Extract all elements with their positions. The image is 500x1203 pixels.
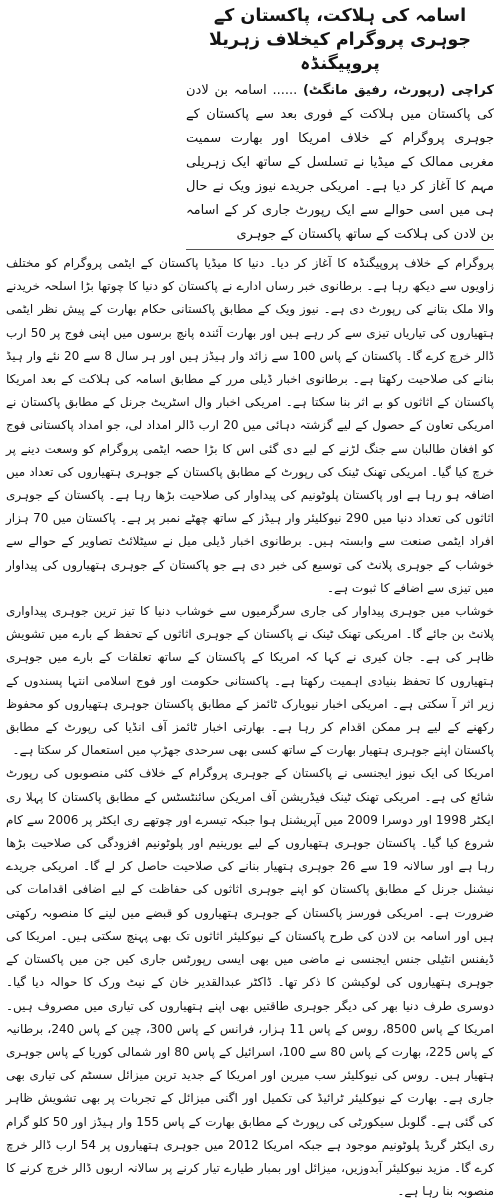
article-lead-text: اسامہ بن لادن کی پاکستان میں ہلاکت کے فوری بعد سے پاکستان کے جوہری پروگرام کے خلاف امریکا اور بھارت سمیت مغربی ممالک کے میڈیا نے تسلسل کے ساتھ ایک زہریلی مہم کا آغاز کر دیا ہے۔ امریکی جریدے نیوز ویک نے حال ہی میں اسی حوالے سے ایک رپورٹ جاری کر کے اسامہ بن لادن کی ہلاکت کے ساتھ پاکستان کے جوہری xyxy=(186,83,494,242)
article-top-block xyxy=(186,4,494,247)
article-headline: اسامہ کی ہلاکت، پاکستان کے جوہری پروگرام کیخلاف زہریلا پروپیگنڈہ xyxy=(209,6,471,74)
article-body xyxy=(6,252,494,1203)
article-paragraph: پروگرام کے خلاف پروپیگنڈہ کا آغاز کر دیا۔ دنیا کا میڈیا پاکستان کے ایٹمی پروگرام کو مختلف زاویوں سے دیکھ رہا ہے۔ برطانوی خبر رساں ادارے نے پاکستان کو دنیا کا چوتھا بڑا اسلحہ خریدنے والا ملک بتانے کی رپورٹ دی ہے۔ نیوز ویک کے مطابق پاکستانی حکام بھارت کے پیش نظر ایٹمی ہتھیاروں کی تیاریاں تیزی سے کر رہے ہیں اور بھارت آئندہ پانچ برسوں میں اپنی فوج پر 50 ارب ڈالر خرچ کرے گا۔ پاکستان کے پاس 100 سے زائد وار ہیڈز ہیں اور ہر سال 8 سے 20 نئے وار ہیڈ بنانے کی صلاحیت رکھتا ہے۔ برطانوی اخبار ڈیلی مرر کے مطابق اسامہ کی ہلاکت کے بعد امریکا پاکستان کے اثاثوں کو بے اثر بنا سکتا ہے۔ امریکی اخبار وال اسٹریٹ جرنل کے مطابق پاکستان نے امریکی تعاون کے حصول کے لیے گزشتہ دہائی میں 20 ارب ڈالر امداد لی، جو امداد پاکستانی فوج کو افغان طالبان سے جنگ لڑنے کے لیے دی گئی اس کا بڑا حصہ ایٹمی پروگرام کو وسعت دینے پر خرچ کیا گیا۔ امریکی تھنک ٹینک کی رپورٹ کے مطابق پاکستان کے جوہری ہتھیاروں کی تعداد میں اضافہ ہو رہا ہے اور پاکستان پلوٹونیم کی پیداوار کی صلاحیت بڑھا رہا ہے۔ پاکستان کے جوہری اثاثوں کی تعداد دنیا میں 290 نیوکلیئر وار ہیڈز کے ساتھ چھٹے نمبر پر ہے۔ پاکستان میں 70 ہزار افراد ایٹمی صنعت سے وابستہ ہیں۔ برطانوی اخبار ڈیلی میل نے سیٹلائٹ تصاویر کے حوالے سے خوشاب کے جوہری پلانٹ کی توسیع کی خبر دی ہے جو پاکستان کے جوہری ہتھیاروں کی پیداوار میں تیزی سے اضافے کا ثبوت ہے۔ xyxy=(6,256,494,595)
column-divider-rule xyxy=(186,249,494,250)
article-paragraph: خوشاب میں جوہری پیداوار کی جاری سرگرمیوں سے خوشاب دنیا کا تیز ترین جوہری پیداواری پلانٹ بن جائے گا۔ امریکی تھنک ٹینک نے پاکستان کے جوہری اثاثوں کے تحفظ کے بارے میں تشویش ظاہر کی ہے۔ جان کیری نے کہا کہ امریکا کے پاکستان کے ساتھ تعلقات کے بارے میں جوہری ہتھیاروں کا تحفظ بنیادی اہمیت رکھتا ہے۔ پاکستانی حکومت اور فوج اسلامی انتہا پسندوں کے زیر اثر آ سکتی ہے۔ امریکی اخبار نیویارک ٹائمز کے مطابق پاکستان جوہری ہتھیاروں کو محفوظ رکھنے کے لیے ہر ممکن اقدام کر رہا ہے۔ بھارتی اخبار ٹائمز آف انڈیا کی رپورٹ کے مطابق پاکستان اپنے جوہری ہتھیار بھارت کے ساتھ کسی بھی سرحدی جھڑپ میں استعمال کر سکتا ہے۔ xyxy=(6,604,494,758)
article-paragraph: امریکا کی ایک نیوز ایجنسی نے پاکستان کے جوہری پروگرام کے خلاف کئی منصوبوں کی رپورٹ شائع کی ہے۔ امریکی تھنک ٹینک فیڈریشن آف امریکن سائنٹسٹس کے مطابق پاکستان کا پہلا ری ایکٹر 1998 اور دوسرا 2009 میں آپریشنل ہوا جبکہ تیسرے اور چوتھے ری ایکٹر پر 2006 سے کام شروع کیا گیا۔ پاکستان جوہری ہتھیاروں کے لیے یورینیم اور پلوٹونیم افزودگی کی صلاحیت بڑھا رہا ہے اور سالانہ 19 سے 26 جوہری ہتھیار بنانے کی صلاحیت حاصل کر لے گا۔ امریکی جریدے نیشنل جرنل کے مطابق پاکستان کو اپنے جوہری اثاثوں کی حفاظت کے لیے اضافی اقدامات کی ضرورت ہے۔ امریکی فورسز پاکستان کے جوہری ہتھیاروں کو قبضے میں لینے کا منصوبہ رکھتی ہیں اور اسامہ بن لادن کی طرح پاکستان کے نیوکلیئر اثاثوں تک بھی پہنچ سکتی ہیں۔ امریکا کی ڈیفنس انٹیلی جنس ایجنسی نے ماضی میں بھی ایسی رپورٹس جاری کیں جن میں پاکستان کے جوہری ہتھیاروں کی لوکیشن کا ذکر تھا۔ ڈاکٹر عبدالقدیر خان کے نیٹ ورک کا حوالہ دیا گیا۔ دوسری طرف دنیا بھر کی دیگر جوہری طاقتیں بھی اپنے ہتھیاروں کی تیاری میں مصروف ہیں۔ امریکا کے پاس 8500، روس کے پاس 11 ہزار، فرانس کے پاس 300، چین کے پاس 240، برطانیہ کے پاس 225، بھارت کے پاس 80 سے 100، اسرائیل کے پاس 80 اور شمالی کوریا کے پاس جوہری ہتھیار ہیں۔ روس کی نیوکلیئر سب میرین اور امریکا کے جدید ترین میزائل سسٹم کی تیاری بھی جاری ہے۔ بھارت کے نیوکلیئر ٹرائیڈ کی تکمیل اور اگنی میزائل کے تجربات پر بھی تشویش ظاہر کی گئی ہے۔ گلوبل سیکورٹی کی رپورٹ کے مطابق بھارت کے پاس 155 وار ہیڈز اور 50 کلو گرام ری ایکٹر گریڈ پلوٹونیم موجود ہے جبکہ امریکا 2012 میں جوہری ہتھیاروں پر 54 ارب ڈالر خرچ کرے گا۔ مزید نیوکلیئر آبدوزیں، میزائل اور بمبار طیارے تیار کرنے پر سالانہ اربوں ڈالر خرچ کرنے کا منصوبہ بنا رہا ہے۔ xyxy=(6,766,495,1199)
article-dateline: کراچی (رپورٹ، رفیق مانگٹ) xyxy=(302,83,494,98)
article-lead: کراچی (رپورٹ، رفیق مانگٹ) ...... اسامہ بن لادن کی پاکستان میں ہلاکت کے فوری بعد سے پاکستان کے جوہری پروگرام کے خلاف امریکا اور بھارت سمیت مغربی ممالک کے میڈیا نے تسلسل کے ساتھ ایک زہریلی مہم کا آغاز کر دیا ہے۔ امریکی جریدے نیوز ویک نے حال ہی میں اسی حوالے سے ایک رپورٹ جاری کر کے اسامہ بن لادن کی ہلاکت کے ساتھ پاکستان کے جوہری xyxy=(186,83,494,242)
